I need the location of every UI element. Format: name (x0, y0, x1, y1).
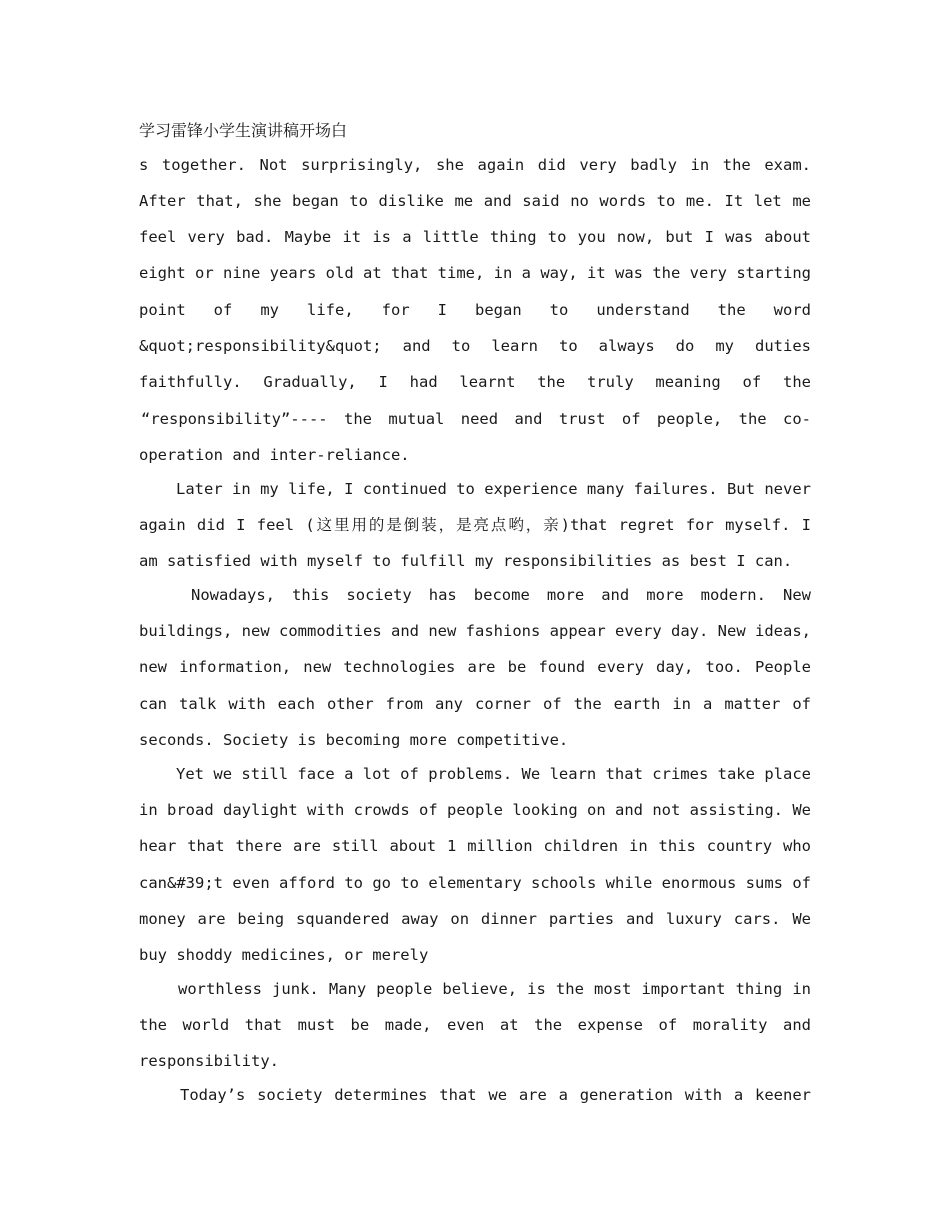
text-line: worthless junk. Many people believe, is the most important thing in (178, 980, 811, 998)
text-line: Later in my life, I continued to experience many failures. But never (176, 480, 811, 498)
text-line: can talk with each other from any corner of the earth in a matter of (139, 695, 811, 713)
document-title: 学习雷锋小学生演讲稿开场白 (139, 121, 348, 140)
text-line: buildings, new commodities and new fashions appear every day. New ideas, (139, 622, 811, 640)
text-line: Yet we still face a lot of problems. We learn that crimes take place (176, 765, 811, 783)
text-line: new information, new technologies are be found every day, too. People (139, 658, 811, 676)
text-line: am satisfied with myself to fulfill my responsibilities as best I can. (139, 552, 793, 570)
text-line: seconds. Society is becoming more competitive. (139, 731, 569, 749)
text-line: in broad daylight with crowds of people looking on and not assisting. We (139, 801, 811, 819)
text-line: Today’s society determines that we are a generation with a keener (180, 1086, 811, 1104)
text-line: can&#39;t even afford to go to elementary schools while enormous sums of (139, 874, 811, 892)
text-line: operation and inter-reliance. (139, 446, 410, 464)
text-line: feel very bad. Maybe it is a little thing to you now, but I was about (139, 228, 811, 246)
text-line: the world that must be made, even at the expense of morality and (139, 1016, 811, 1034)
text-line: “responsibility”---- the mutual need and trust of people, the co- (141, 410, 811, 428)
text-line: After that, she began to dislike me and said no words to me. It let me (139, 192, 811, 210)
text-line: point of my life, for I began to understand the word (139, 301, 811, 319)
text-line: money are being squandered away on dinner parties and luxury cars. We (139, 910, 811, 928)
text-line: &quot;responsibility&quot; and to learn to always do my duties (139, 337, 811, 355)
text-line: again did I feel (这里用的是倒装，是亮点哟，亲)that regret for myself. I (139, 516, 811, 534)
text-line: Nowadays, this society has become more and more modern. New (191, 586, 811, 604)
text-line: responsibility. (139, 1052, 279, 1070)
text-line: faithfully. Gradually, I had learnt the truly meaning of the (139, 373, 811, 391)
text-line: hear that there are still about 1 million children in this country who (139, 837, 811, 855)
text-line: eight or nine years old at that time, in a way, it was the very starting (139, 264, 811, 282)
text-line: buy shoddy medicines, or merely (139, 946, 429, 964)
text-line: s together. Not surprisingly, she again did very badly in the exam. (139, 156, 811, 174)
